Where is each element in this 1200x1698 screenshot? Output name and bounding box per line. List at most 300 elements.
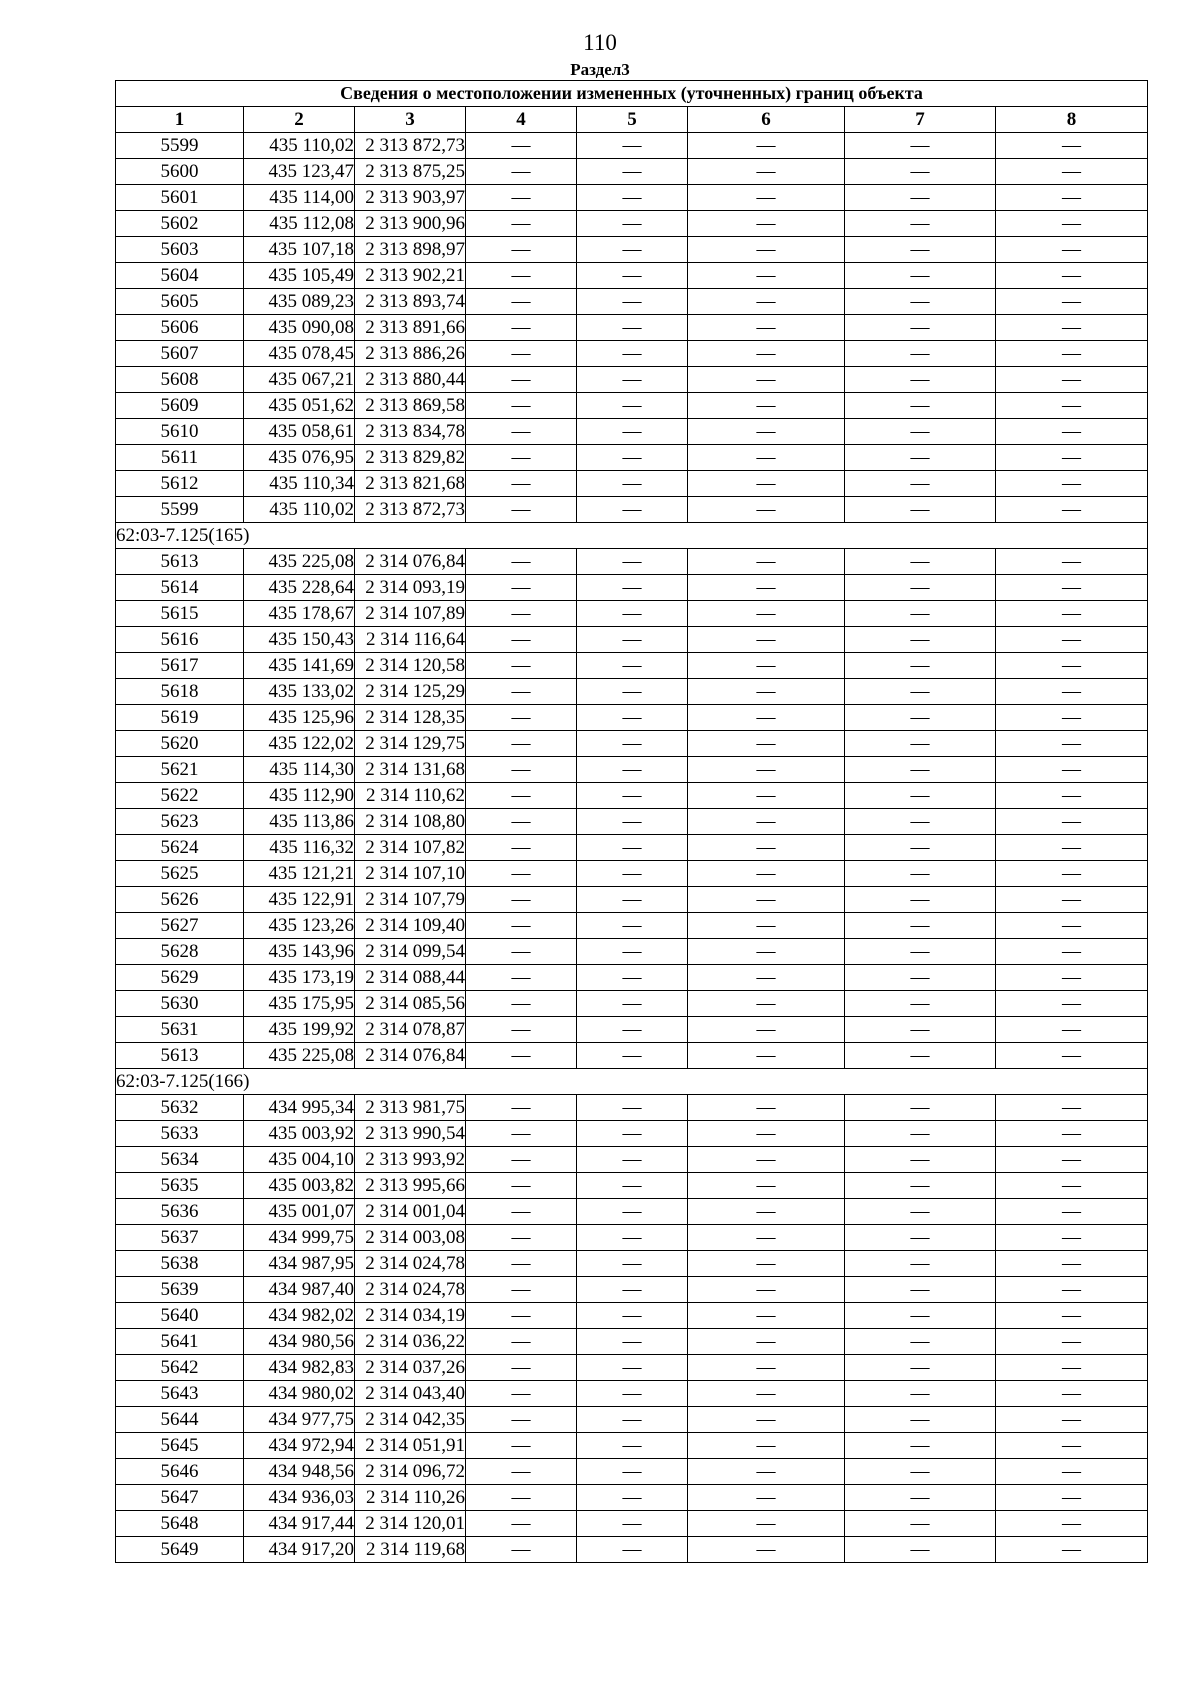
- table-cell: 435 143,96: [244, 939, 355, 965]
- table-cell: —: [688, 263, 845, 289]
- table-cell: —: [845, 133, 996, 159]
- table-cell: —: [577, 783, 688, 809]
- table-cell: —: [466, 783, 577, 809]
- table-cell: 2 314 109,40: [355, 913, 466, 939]
- table-body: [116, 133, 1148, 1563]
- table-cell: —: [577, 1199, 688, 1225]
- table-cell: 434 917,20: [244, 1537, 355, 1563]
- table-cell: 435 225,08: [244, 1043, 355, 1069]
- table-cell: —: [688, 289, 845, 315]
- table-cell: 2 314 120,01: [355, 1511, 466, 1537]
- table-cell: —: [466, 809, 577, 835]
- table-row: [116, 497, 1148, 523]
- table-cell: —: [688, 1511, 845, 1537]
- table-cell: —: [845, 393, 996, 419]
- table-cell: 2 314 099,54: [355, 939, 466, 965]
- table-cell: 5638: [116, 1251, 244, 1277]
- table-row: [116, 315, 1148, 341]
- table-cell: 5603: [116, 237, 244, 263]
- table-cell: 2 313 993,92: [355, 1147, 466, 1173]
- table-cell: —: [688, 627, 845, 653]
- table-cell: —: [845, 315, 996, 341]
- table-cell: —: [996, 1433, 1148, 1459]
- table-row: [116, 653, 1148, 679]
- table-cell: 2 313 903,97: [355, 185, 466, 211]
- table-cell: —: [577, 679, 688, 705]
- table-cell: —: [845, 419, 996, 445]
- table-row: [116, 1459, 1148, 1485]
- table-cell: 5640: [116, 1303, 244, 1329]
- table-cell: —: [845, 159, 996, 185]
- table-cell: —: [845, 965, 996, 991]
- table-cell: —: [845, 835, 996, 861]
- table-cell: —: [577, 185, 688, 211]
- table-cell: 2 314 128,35: [355, 705, 466, 731]
- table-row: [116, 679, 1148, 705]
- table-cell: 5647: [116, 1485, 244, 1511]
- table-cell: 435 116,32: [244, 835, 355, 861]
- table-cell: —: [688, 757, 845, 783]
- table-cell: —: [845, 627, 996, 653]
- table-cell: —: [688, 601, 845, 627]
- table-cell: 5619: [116, 705, 244, 731]
- table-cell: —: [466, 835, 577, 861]
- table-cell: —: [688, 1225, 845, 1251]
- table-cell: —: [466, 419, 577, 445]
- table-cell: 5649: [116, 1537, 244, 1563]
- table-cell: —: [466, 1277, 577, 1303]
- table-cell: —: [845, 1485, 996, 1511]
- table-row: [116, 575, 1148, 601]
- table-cell: —: [845, 679, 996, 705]
- table-row: [116, 549, 1148, 575]
- table-row: [116, 913, 1148, 939]
- table-row: [116, 1303, 1148, 1329]
- table-cell: —: [577, 809, 688, 835]
- table-cell: —: [688, 1355, 845, 1381]
- table-cell: —: [466, 211, 577, 237]
- table-cell: 435 133,02: [244, 679, 355, 705]
- table-cell: —: [845, 1173, 996, 1199]
- table-cell: —: [577, 1147, 688, 1173]
- table-cell: —: [466, 913, 577, 939]
- table-cell: —: [996, 1381, 1148, 1407]
- table-cell: —: [466, 159, 577, 185]
- table-row: [116, 1147, 1148, 1173]
- table-cell: —: [577, 1459, 688, 1485]
- table-cell: 5648: [116, 1511, 244, 1537]
- table-cell: —: [466, 237, 577, 263]
- table-cell: 435 078,45: [244, 341, 355, 367]
- table-cell: —: [845, 1537, 996, 1563]
- table-cell: —: [688, 471, 845, 497]
- table-cell: 435 123,47: [244, 159, 355, 185]
- table-cell: 435 090,08: [244, 315, 355, 341]
- table-cell: —: [688, 939, 845, 965]
- table-row: [116, 809, 1148, 835]
- table-cell: —: [577, 159, 688, 185]
- table-cell: —: [996, 1043, 1148, 1069]
- table-cell: 2 314 116,64: [355, 627, 466, 653]
- table-cell: 5621: [116, 757, 244, 783]
- table-cell: 434 980,56: [244, 1329, 355, 1355]
- table-cell: 5617: [116, 653, 244, 679]
- table-cell: —: [577, 1329, 688, 1355]
- table-cell: —: [996, 913, 1148, 939]
- column-header: 1: [116, 107, 244, 133]
- table-cell: —: [688, 1017, 845, 1043]
- table-cell: 435 114,00: [244, 185, 355, 211]
- table-cell: —: [466, 263, 577, 289]
- group-header-row: [116, 1069, 1148, 1095]
- table-cell: 5628: [116, 939, 244, 965]
- table-cell: 5618: [116, 679, 244, 705]
- table-row: [116, 783, 1148, 809]
- table-cell: 2 314 037,26: [355, 1355, 466, 1381]
- table-cell: —: [845, 939, 996, 965]
- table-cell: —: [577, 1407, 688, 1433]
- table-cell: —: [466, 965, 577, 991]
- table-cell: —: [845, 1225, 996, 1251]
- table-cell: —: [466, 549, 577, 575]
- table-cell: 2 313 990,54: [355, 1121, 466, 1147]
- section-label: Раздел3: [570, 60, 630, 79]
- table-cell: —: [996, 809, 1148, 835]
- table-cell: —: [996, 367, 1148, 393]
- table-cell: —: [688, 1147, 845, 1173]
- table-cell: 5632: [116, 1095, 244, 1121]
- table-cell: —: [466, 185, 577, 211]
- table-cell: 5604: [116, 263, 244, 289]
- table-cell: —: [688, 887, 845, 913]
- table-cell: —: [577, 757, 688, 783]
- table-cell: —: [466, 575, 577, 601]
- table-cell: —: [845, 653, 996, 679]
- table-cell: —: [688, 1537, 845, 1563]
- table-cell: —: [466, 367, 577, 393]
- column-header: 5: [577, 107, 688, 133]
- table-cell: —: [688, 341, 845, 367]
- table-cell: 2 313 875,25: [355, 159, 466, 185]
- table-cell: 2 314 042,35: [355, 1407, 466, 1433]
- table-cell: 5626: [116, 887, 244, 913]
- table-cell: 2 314 076,84: [355, 1043, 466, 1069]
- table-cell: —: [688, 159, 845, 185]
- table-cell: —: [577, 211, 688, 237]
- table-cell: 435 114,30: [244, 757, 355, 783]
- table-cell: —: [577, 1381, 688, 1407]
- table-cell: —: [466, 1225, 577, 1251]
- table-cell: 2 314 003,08: [355, 1225, 466, 1251]
- table-cell: —: [466, 861, 577, 887]
- table-cell: —: [845, 1147, 996, 1173]
- table-cell: —: [845, 861, 996, 887]
- table-cell: —: [466, 939, 577, 965]
- table-cell: 5613: [116, 549, 244, 575]
- table-cell: —: [996, 185, 1148, 211]
- table-row: [116, 393, 1148, 419]
- table-cell: —: [996, 1199, 1148, 1225]
- table-cell: 2 314 110,26: [355, 1485, 466, 1511]
- table-cell: —: [845, 601, 996, 627]
- table-cell: —: [577, 341, 688, 367]
- table-cell: —: [996, 1121, 1148, 1147]
- table-cell: —: [996, 289, 1148, 315]
- table-cell: —: [996, 159, 1148, 185]
- table-cell: —: [577, 1251, 688, 1277]
- table-cell: —: [845, 783, 996, 809]
- table-cell: 435 105,49: [244, 263, 355, 289]
- table-cell: 2 314 001,04: [355, 1199, 466, 1225]
- table-row: [116, 367, 1148, 393]
- table-cell: 2 313 981,75: [355, 1095, 466, 1121]
- table-cell: 435 001,07: [244, 1199, 355, 1225]
- table-cell: —: [577, 289, 688, 315]
- table-cell: 435 121,21: [244, 861, 355, 887]
- table-cell: —: [996, 497, 1148, 523]
- table-row: [116, 1173, 1148, 1199]
- table-cell: —: [466, 1537, 577, 1563]
- table-cell: —: [688, 419, 845, 445]
- table-cell: —: [688, 1433, 845, 1459]
- table-cell: —: [996, 887, 1148, 913]
- table-cell: 5646: [116, 1459, 244, 1485]
- table-row: [116, 1095, 1148, 1121]
- table-cell: —: [577, 575, 688, 601]
- table-cell: —: [688, 575, 845, 601]
- table-cell: —: [466, 1485, 577, 1511]
- table-cell: 5633: [116, 1121, 244, 1147]
- table-cell: —: [845, 289, 996, 315]
- table-cell: —: [996, 1407, 1148, 1433]
- table-cell: —: [577, 1511, 688, 1537]
- table-row: [116, 419, 1148, 445]
- column-header: 7: [845, 107, 996, 133]
- table-cell: —: [996, 627, 1148, 653]
- table-cell: —: [577, 887, 688, 913]
- table-cell: —: [996, 1225, 1148, 1251]
- table-cell: 2 313 891,66: [355, 315, 466, 341]
- table-cell: 435 110,02: [244, 133, 355, 159]
- table-cell: —: [577, 367, 688, 393]
- table-cell: —: [577, 653, 688, 679]
- table-row: [116, 1381, 1148, 1407]
- table-cell: —: [577, 705, 688, 731]
- table-cell: —: [577, 939, 688, 965]
- table-cell: 435 122,02: [244, 731, 355, 757]
- table-cell: 2 314 096,72: [355, 1459, 466, 1485]
- table-cell: —: [996, 1485, 1148, 1511]
- table-cell: 2 313 834,78: [355, 419, 466, 445]
- table-cell: —: [688, 1329, 845, 1355]
- table-row: [116, 1511, 1148, 1537]
- table-cell: —: [466, 653, 577, 679]
- table-cell: 5599: [116, 133, 244, 159]
- table-cell: 435 004,10: [244, 1147, 355, 1173]
- table-cell: 435 141,69: [244, 653, 355, 679]
- table-cell: —: [466, 1433, 577, 1459]
- table-cell: —: [466, 497, 577, 523]
- table-cell: 435 112,08: [244, 211, 355, 237]
- table-cell: 5645: [116, 1433, 244, 1459]
- table-cell: —: [845, 1329, 996, 1355]
- table-cell: —: [845, 211, 996, 237]
- table-cell: —: [466, 1121, 577, 1147]
- table-cell: —: [996, 991, 1148, 1017]
- table-cell: —: [688, 653, 845, 679]
- table-cell: —: [996, 861, 1148, 887]
- column-header: 3: [355, 107, 466, 133]
- table-cell: 5643: [116, 1381, 244, 1407]
- table-cell: —: [577, 471, 688, 497]
- table-cell: —: [466, 731, 577, 757]
- table-cell: 5605: [116, 289, 244, 315]
- table-cell: —: [845, 1459, 996, 1485]
- table-cell: 2 314 120,58: [355, 653, 466, 679]
- table-cell: 2 313 829,82: [355, 445, 466, 471]
- table-row: [116, 887, 1148, 913]
- table-row: [116, 1329, 1148, 1355]
- table-cell: —: [688, 497, 845, 523]
- table-cell: —: [688, 1043, 845, 1069]
- table-cell: 5635: [116, 1173, 244, 1199]
- table-cell: —: [996, 133, 1148, 159]
- table-cell: —: [845, 1433, 996, 1459]
- table-cell: —: [996, 263, 1148, 289]
- table-cell: —: [845, 1303, 996, 1329]
- table-cell: —: [845, 705, 996, 731]
- table-cell: —: [996, 1173, 1148, 1199]
- table-cell: 2 314 107,82: [355, 835, 466, 861]
- table-cell: —: [577, 237, 688, 263]
- table-cell: —: [466, 1355, 577, 1381]
- table-cell: —: [466, 1459, 577, 1485]
- table-cell: —: [845, 1251, 996, 1277]
- table-cell: —: [996, 1355, 1148, 1381]
- table-cell: 5644: [116, 1407, 244, 1433]
- table-cell: 2 314 078,87: [355, 1017, 466, 1043]
- table-cell: —: [577, 393, 688, 419]
- table-cell: —: [845, 445, 996, 471]
- table-cell: —: [577, 133, 688, 159]
- table-row: [116, 705, 1148, 731]
- table-cell: —: [996, 1329, 1148, 1355]
- table-row: [116, 1199, 1148, 1225]
- table-cell: 435 123,26: [244, 913, 355, 939]
- table-row: [116, 289, 1148, 315]
- table-cell: —: [996, 1017, 1148, 1043]
- table-cell: 5600: [116, 159, 244, 185]
- table-cell: —: [688, 237, 845, 263]
- table-cell: 435 112,90: [244, 783, 355, 809]
- group-title: 62:03-7.125(165): [116, 523, 1148, 549]
- table-row: [116, 471, 1148, 497]
- table-cell: 435 113,86: [244, 809, 355, 835]
- table-cell: —: [577, 965, 688, 991]
- table-cell: —: [996, 731, 1148, 757]
- table-cell: —: [845, 471, 996, 497]
- table-cell: —: [996, 341, 1148, 367]
- table-cell: —: [466, 627, 577, 653]
- table-cell: —: [688, 211, 845, 237]
- table-cell: —: [845, 991, 996, 1017]
- table-cell: 2 313 886,26: [355, 341, 466, 367]
- table-cell: 2 313 872,73: [355, 133, 466, 159]
- table-cell: —: [996, 419, 1148, 445]
- table-cell: —: [577, 1225, 688, 1251]
- table-cell: 5631: [116, 1017, 244, 1043]
- table-cell: 2 314 076,84: [355, 549, 466, 575]
- table-cell: 434 995,34: [244, 1095, 355, 1121]
- table-cell: 5611: [116, 445, 244, 471]
- table-cell: —: [996, 601, 1148, 627]
- table-cell: —: [688, 731, 845, 757]
- table-row: [116, 1017, 1148, 1043]
- table-cell: —: [466, 315, 577, 341]
- table-cell: 2 314 129,75: [355, 731, 466, 757]
- table-cell: 2 314 043,40: [355, 1381, 466, 1407]
- table-cell: —: [466, 679, 577, 705]
- table-cell: —: [845, 1043, 996, 1069]
- table-cell: —: [688, 835, 845, 861]
- table-cell: 435 228,64: [244, 575, 355, 601]
- table-cell: 435 058,61: [244, 419, 355, 445]
- table-cell: 2 314 110,62: [355, 783, 466, 809]
- table-cell: —: [688, 1251, 845, 1277]
- table-cell: —: [845, 757, 996, 783]
- table-cell: —: [688, 991, 845, 1017]
- table-cell: —: [996, 1537, 1148, 1563]
- table-cell: 435 067,21: [244, 367, 355, 393]
- table-row: [116, 991, 1148, 1017]
- table-cell: —: [466, 757, 577, 783]
- table-cell: —: [688, 185, 845, 211]
- table-cell: 2 313 821,68: [355, 471, 466, 497]
- table-cell: —: [996, 1303, 1148, 1329]
- table-cell: —: [688, 1485, 845, 1511]
- table-cell: 435 089,23: [244, 289, 355, 315]
- table-row: [116, 263, 1148, 289]
- table-cell: 434 980,02: [244, 1381, 355, 1407]
- table-cell: —: [688, 1199, 845, 1225]
- table-cell: —: [845, 913, 996, 939]
- table-cell: 2 314 125,29: [355, 679, 466, 705]
- table-cell: 2 313 869,58: [355, 393, 466, 419]
- table-row: [116, 1485, 1148, 1511]
- table-cell: —: [466, 1199, 577, 1225]
- table-row: [116, 1407, 1148, 1433]
- table-cell: 5641: [116, 1329, 244, 1355]
- table-cell: 2 314 085,56: [355, 991, 466, 1017]
- table-cell: —: [845, 1095, 996, 1121]
- table-cell: —: [996, 1511, 1148, 1537]
- table-row: [116, 757, 1148, 783]
- column-header: 6: [688, 107, 845, 133]
- table-cell: —: [845, 1407, 996, 1433]
- table-cell: 5615: [116, 601, 244, 627]
- table-cell: 5642: [116, 1355, 244, 1381]
- table-cell: —: [577, 1173, 688, 1199]
- table-cell: —: [466, 1329, 577, 1355]
- table-cell: —: [845, 341, 996, 367]
- table-cell: —: [996, 835, 1148, 861]
- table-cell: —: [577, 991, 688, 1017]
- table-cell: 2 314 108,80: [355, 809, 466, 835]
- table-cell: 435 173,19: [244, 965, 355, 991]
- table-cell: —: [845, 1199, 996, 1225]
- table-cell: —: [688, 549, 845, 575]
- table-cell: —: [688, 783, 845, 809]
